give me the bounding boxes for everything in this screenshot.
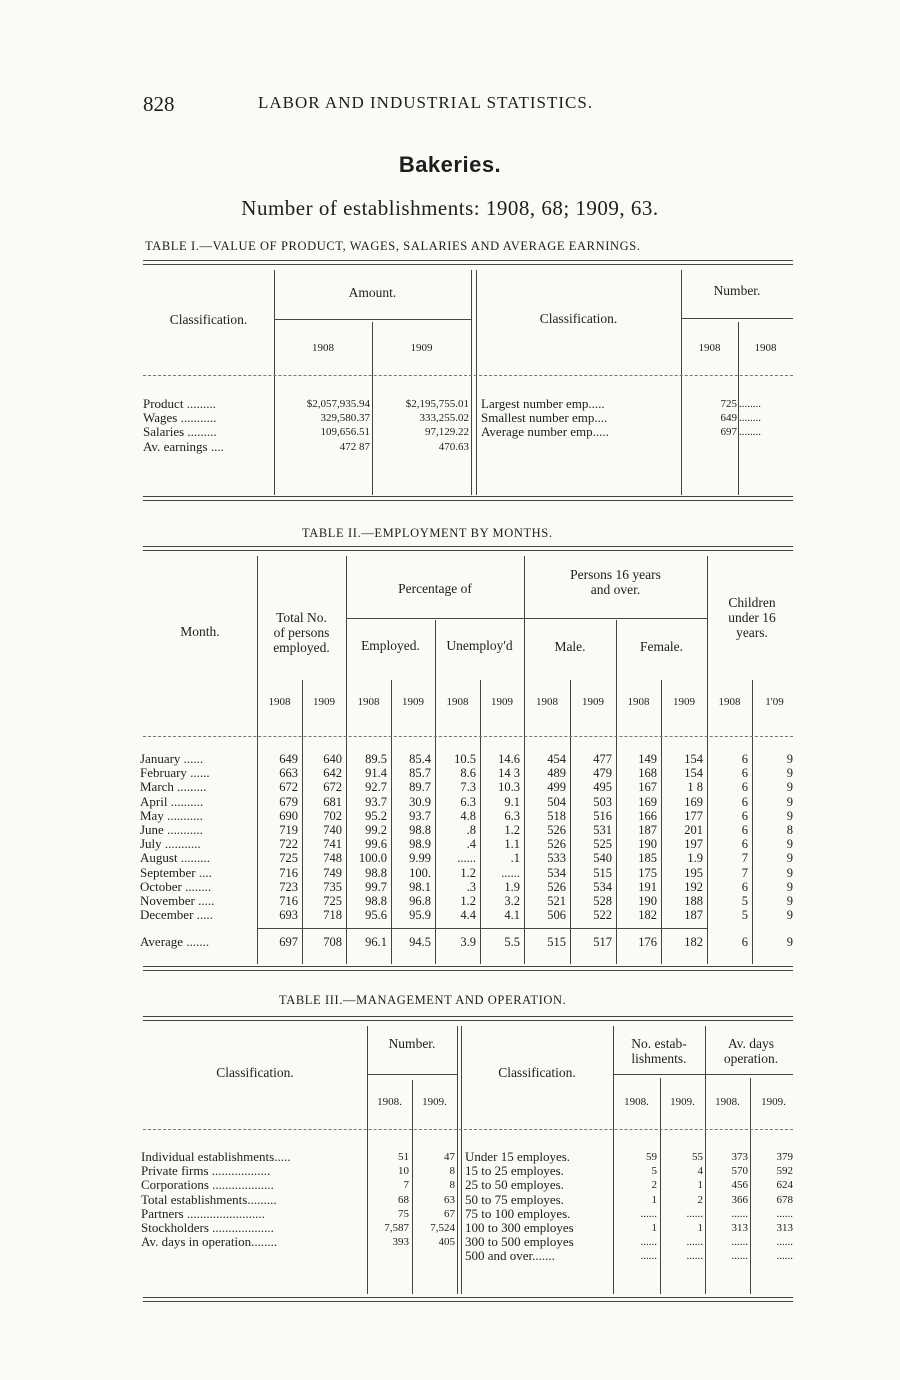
t2-cell: 718 (323, 908, 342, 923)
t1-right-label: Largest number emp..... (481, 397, 605, 411)
t2-year-header: 1908 (357, 696, 380, 708)
t2-cell: 1.2 (460, 865, 476, 880)
t2-cell: 154 (684, 766, 703, 781)
t2-cell: 190 (638, 837, 657, 852)
t2-month-label: November ..... (140, 894, 215, 908)
t2-cell: 741 (323, 837, 342, 852)
t3-right-e1908: 1 (651, 1193, 657, 1206)
t2-cell: 534 (547, 865, 566, 880)
t2-cell: 9 (786, 851, 793, 866)
t2-cell: 95.9 (409, 908, 431, 923)
t2-cell: 99.6 (365, 837, 387, 852)
t2-cell: 725 (279, 851, 298, 866)
t2-cell: 506 (547, 908, 566, 923)
t2-cell: 503 (593, 794, 612, 809)
t2-cell: 723 (279, 879, 298, 894)
page-title: Bakeries. (398, 152, 502, 177)
t2-cell: 154 (684, 752, 703, 766)
t2-cell: 5 (741, 894, 748, 908)
t3-avdays-header: Av. days operation. (723, 1036, 779, 1066)
t2-cell: 9 (786, 780, 793, 795)
t2-year-header: 1908 (268, 696, 291, 708)
t2-cell: 167 (638, 780, 657, 795)
t3-year-header: 1909. (422, 1096, 447, 1108)
t2-cell: 1.2 (504, 823, 520, 837)
t2-average-cell: 9 (786, 935, 793, 949)
t2-cell: 187 (684, 908, 703, 923)
t1-number-year-1908: 1908 (698, 342, 721, 354)
t3-left-1908: 393 (392, 1236, 409, 1249)
t2-cell: 93.7 (365, 794, 387, 809)
t2-cell: 515 (593, 865, 612, 880)
t3-right-d1908: ...... (731, 1250, 748, 1263)
t2-cell: 722 (279, 837, 298, 852)
table-3-caption: TABLE III.—MANAGEMENT AND OPERATION. (279, 993, 567, 1007)
t1-right-1909: ........ (739, 412, 761, 425)
t3-right-d1909: 592 (776, 1165, 793, 1178)
t3-right-label: 75 to 100 employes. (465, 1206, 571, 1221)
t2-cell: 6 (741, 766, 748, 781)
t3-right-d1908: 313 (731, 1222, 748, 1234)
t3-right-d1909: 678 (776, 1193, 793, 1206)
t3-right-e1908: ...... (640, 1236, 657, 1249)
t2-cell: 528 (593, 894, 612, 908)
t2-cell: 195 (684, 865, 703, 880)
t2-cell: 489 (547, 766, 566, 781)
t2-cell: 4.1 (504, 908, 520, 923)
t2-average-cell: 515 (547, 935, 566, 949)
t2-cell: 6 (741, 808, 748, 823)
t2-cell: 169 (638, 794, 657, 809)
t2-cell: 89.7 (409, 780, 431, 795)
t3-right-d1908: 373 (731, 1151, 748, 1163)
t2-cell: 98.1 (409, 879, 431, 894)
t2-year-header: 1909 (491, 696, 513, 708)
t2-cell: 201 (684, 823, 703, 837)
t1-number-year-1909: 1908 (754, 342, 777, 354)
t2-cell: 4.4 (460, 908, 476, 923)
t2-cell: 100.0 (358, 851, 387, 866)
t2-cell: 690 (279, 808, 298, 823)
t2-cell: 479 (593, 766, 612, 781)
t3-right-d1908: 570 (731, 1165, 748, 1178)
t2-average-label: Average ....... (140, 935, 210, 949)
t2-cell: 98.9 (409, 837, 431, 852)
t3-right-e1908: 59 (646, 1151, 657, 1163)
t2-month-header: Month. (180, 624, 220, 639)
t2-cell: 30.9 (409, 794, 431, 809)
page-number: 828 (143, 92, 175, 116)
t2-cell: 702 (323, 808, 342, 823)
t2-year-header: 1909 (313, 696, 335, 708)
t3-left-1909: 405 (438, 1236, 455, 1249)
t2-month-label: September .... (140, 865, 212, 880)
t3-right-d1908: 456 (731, 1179, 748, 1192)
t3-right-label: 50 to 75 employes. (465, 1192, 564, 1207)
t3-right-e1909: ...... (686, 1250, 703, 1263)
t1-left-1908: 329,580.37 (320, 412, 370, 425)
t2-cell: 1.9 (687, 851, 703, 866)
t2-year-header: 1908 (446, 696, 469, 708)
t2-average-cell: 697 (279, 935, 298, 949)
t3-right-e1909: 2 (697, 1193, 703, 1206)
t3-right-label: 25 to 50 employes. (465, 1178, 564, 1193)
t2-cell: 7.3 (460, 780, 476, 795)
t1-right-1908: 649 (720, 412, 737, 425)
t2-cell: 9 (786, 794, 793, 809)
t1-amount-header: Amount. (348, 285, 397, 300)
t2-cell: 6 (741, 794, 748, 809)
t2-cell: 540 (593, 851, 612, 866)
t2-cell: 98.8 (409, 823, 431, 837)
t2-cell: 640 (323, 752, 342, 766)
t2-cell: 98.8 (365, 865, 387, 880)
t2-cell: 89.5 (365, 752, 387, 766)
t2-cell: 693 (279, 908, 298, 923)
t2-employed-header: Employed. (361, 638, 420, 653)
t2-cell: 169 (684, 794, 703, 809)
t2-cell: 8 (786, 823, 793, 837)
t2-average-cell: 6 (741, 935, 748, 949)
t2-cell: 191 (638, 879, 657, 894)
t2-children-header: Children under 16 years. (728, 595, 776, 640)
t2-cell: 499 (547, 780, 566, 795)
t2-average-cell: 517 (593, 935, 612, 949)
t2-cell: 188 (684, 894, 703, 908)
t2-cell: 533 (547, 851, 566, 866)
t2-cell: 9.99 (409, 851, 431, 866)
t3-left-1908: 7 (403, 1179, 409, 1192)
t3-right-label: 100 to 300 employes (465, 1221, 574, 1235)
t2-cell: 166 (638, 808, 657, 823)
t2-month-label: May ........... (140, 808, 203, 823)
t3-left-1908: 10 (398, 1165, 409, 1178)
t2-cell: 1 8 (687, 780, 703, 795)
t2-month-label: April .......... (140, 794, 204, 809)
t3-left-1908: 68 (398, 1193, 409, 1206)
t2-cell: 495 (593, 780, 612, 795)
t1-left-label: Wages ........... (143, 411, 217, 426)
t2-cell: .1 (510, 851, 520, 866)
t2-cell: 9 (786, 865, 793, 880)
t3-right-e1909: 55 (692, 1151, 703, 1163)
t3-left-label: Corporations ................... (141, 1178, 274, 1193)
t2-cell: 526 (547, 837, 566, 852)
t2-cell: 7 (741, 851, 748, 866)
t3-right-d1909: 313 (776, 1222, 793, 1234)
t3-year-header: 1908. (377, 1096, 402, 1108)
t2-cell: 679 (279, 794, 298, 809)
t1-number-header: Number. (713, 283, 761, 298)
t3-left-1909: 47 (444, 1151, 455, 1163)
t3-right-d1909: ...... (776, 1250, 793, 1263)
t3-left-1909: 8 (449, 1165, 455, 1178)
t2-total-header: Total No. of persons employed. (273, 610, 330, 655)
t1-left-1909: $2,195,755.01 (405, 398, 469, 410)
t3-right-e1909: ...... (686, 1207, 703, 1220)
t2-cell: 85.7 (409, 766, 431, 781)
t2-month-label: February ...... (140, 766, 210, 781)
t2-cell: 187 (638, 823, 657, 837)
t2-cell: 8.6 (460, 766, 476, 781)
t2-cell: 95.6 (365, 908, 387, 923)
t2-average-cell: 5.5 (504, 935, 520, 949)
t2-cell: 719 (279, 823, 298, 837)
t2-cell: 5 (741, 908, 748, 923)
t2-cell: 740 (323, 823, 342, 837)
t2-year-header: 1908 (627, 696, 650, 708)
t2-cell: 649 (279, 752, 298, 766)
t2-cell: 93.7 (409, 808, 431, 823)
t2-cell: 642 (323, 766, 342, 781)
t2-cell: 521 (547, 894, 566, 908)
t2-average-cell: 708 (323, 935, 342, 949)
t1-left-1908: $2,057,935.94 (306, 398, 370, 410)
t1-left-1908: 472 87 (339, 440, 370, 453)
t3-right-label: 15 to 25 employes. (465, 1164, 564, 1179)
t2-cell: 526 (547, 823, 566, 837)
t3-left-1908: 7,587 (384, 1222, 409, 1234)
t2-average-cell: 3.9 (460, 935, 476, 949)
t2-cell: .3 (466, 879, 476, 894)
t3-left-label: Total establishments......... (141, 1192, 277, 1207)
t3-left-label: Partners ........................ (141, 1206, 265, 1221)
t3-right-e1908: ...... (640, 1250, 657, 1263)
t2-cell: 182 (638, 908, 657, 923)
t3-right-e1909: 1 (697, 1222, 703, 1234)
t2-cell: 454 (547, 752, 566, 766)
t2-cell: 175 (638, 865, 657, 880)
t2-cell: 672 (279, 780, 298, 795)
t2-cell: 9 (786, 894, 793, 908)
t3-classification2-header: Classification. (498, 1065, 576, 1080)
t3-right-d1909: ...... (776, 1236, 793, 1249)
t2-month-label: June ........... (140, 823, 203, 837)
t2-cell: 672 (323, 780, 342, 795)
t1-right-1909: ........ (739, 398, 761, 410)
t3-estab-header: No. estab- lishments. (631, 1036, 687, 1066)
t2-year-header: 1909 (582, 696, 604, 708)
t2-year-header: 1909 (402, 696, 424, 708)
t1-left-1908: 109,656.51 (320, 426, 370, 439)
t2-male-header: Male. (554, 639, 586, 654)
t3-right-d1909: 379 (776, 1151, 793, 1163)
t2-average-cell: 96.1 (365, 935, 387, 949)
t2-cell: 98.8 (365, 894, 387, 908)
t2-cell: 85.4 (409, 752, 431, 766)
t3-classification-header: Classification. (216, 1065, 294, 1080)
t2-cell: 185 (638, 851, 657, 866)
t2-cell: 735 (323, 879, 342, 894)
t2-cell: 725 (323, 894, 342, 908)
t3-right-d1909: 624 (776, 1179, 793, 1192)
t2-cell: 9 (786, 752, 793, 766)
t3-left-label: Av. days in operation........ (141, 1235, 278, 1250)
t1-year-1909: 1909 (410, 342, 433, 354)
t3-right-d1908: ...... (731, 1236, 748, 1249)
t2-cell: 177 (684, 808, 703, 823)
t2-cell: 3.2 (504, 894, 520, 908)
t3-year-header: 1908. (715, 1096, 740, 1108)
t2-cell: 99.7 (365, 879, 387, 894)
t1-right-1909: ........ (739, 426, 761, 439)
t2-cell: 149 (638, 752, 657, 766)
t2-female-header: Female. (639, 639, 684, 654)
t2-month-label: January ...... (140, 752, 204, 766)
t3-left-1909: 7,524 (430, 1222, 455, 1234)
t3-right-label: Under 15 employes. (465, 1150, 571, 1164)
t2-cell: .8 (466, 823, 476, 837)
t2-cell: 192 (684, 879, 703, 894)
table-1-caption: TABLE I.—VALUE OF PRODUCT, WAGES, SALARIES AND AVERAGE EARNINGS. (145, 239, 641, 253)
t2-cell: 190 (638, 894, 657, 908)
t2-cell: 525 (593, 837, 612, 852)
t1-left-1909: 97,129.22 (425, 426, 469, 439)
t2-year-header: 1908 (718, 696, 741, 708)
t2-month-label: August ......... (140, 851, 211, 866)
t2-year-header: 1909 (673, 696, 695, 708)
t2-cell: .4 (466, 837, 476, 852)
t2-year-header: 1908 (536, 696, 558, 708)
t1-right-1908: 725 (720, 398, 737, 410)
t3-right-e1908: 1 (651, 1222, 657, 1234)
t2-cell: 9.1 (504, 794, 520, 809)
t3-left-1908: 51 (398, 1151, 409, 1163)
running-head: LABOR AND INDUSTRIAL STATISTICS. (258, 93, 594, 112)
t3-year-header: 1909. (670, 1096, 695, 1108)
t3-right-e1909: ...... (686, 1236, 703, 1249)
t2-cell: 96.8 (409, 894, 431, 908)
t2-cell: 9 (786, 766, 793, 781)
t2-cell: 716 (279, 865, 298, 880)
t1-year-1908: 1908 (312, 342, 334, 354)
t2-cell: 1.9 (504, 879, 520, 894)
t2-cell: 749 (323, 865, 342, 880)
page-subtitle: Number of establishments: 1908, 68; 1909, 63. (241, 196, 659, 220)
t2-cell: 504 (547, 794, 566, 809)
t1-right-label: Average number emp..... (481, 425, 609, 440)
t2-cell: 9 (786, 808, 793, 823)
t2-percentage-header: Percentage of (398, 581, 472, 596)
t2-cell: 91.4 (365, 766, 387, 781)
t2-month-label: October ........ (140, 879, 212, 894)
t2-cell: 100. (409, 865, 431, 880)
t2-month-label: March ......... (140, 780, 207, 795)
t3-right-e1909: 4 (697, 1165, 703, 1178)
t1-left-label: Salaries ......... (143, 425, 217, 440)
t3-left-label: Stockholders ................... (141, 1221, 274, 1235)
t2-cell: 99.2 (365, 823, 387, 837)
t2-cell: 681 (323, 794, 342, 809)
t3-year-header: 1909. (761, 1096, 786, 1108)
t2-cell: 10.3 (498, 780, 520, 795)
t2-cell: 6 (741, 780, 748, 795)
t1-left-label: Product ......... (143, 397, 216, 411)
t2-cell: 518 (547, 808, 566, 823)
t2-cell: 6 (741, 823, 748, 837)
t2-cell: 6.3 (504, 808, 520, 823)
t2-cell: 534 (593, 879, 612, 894)
t2-cell: ...... (501, 865, 520, 880)
t2-persons16-header: Persons 16 years and over. (570, 567, 661, 597)
t2-average-cell: 182 (684, 935, 703, 949)
t2-cell: 663 (279, 766, 298, 781)
t2-cell: 6 (741, 879, 748, 894)
t2-cell: 9 (786, 879, 793, 894)
t3-left-1908: 75 (398, 1207, 409, 1220)
t3-left-1909: 67 (444, 1207, 455, 1220)
t2-cell: 92.7 (365, 780, 387, 795)
t2-cell: 716 (279, 894, 298, 908)
t3-left-label: Individual establishments..... (141, 1150, 291, 1164)
t1-left-1909: 470.63 (438, 440, 469, 453)
t2-cell: 526 (547, 879, 566, 894)
t3-right-e1908: 2 (651, 1179, 657, 1192)
t2-average-cell: 94.5 (409, 935, 431, 949)
t3-left-1909: 8 (449, 1179, 455, 1192)
t3-right-d1909: ...... (776, 1207, 793, 1220)
t2-average-cell: 176 (638, 935, 657, 949)
t2-cell: 95.2 (365, 808, 387, 823)
t3-year-header: 1908. (624, 1096, 649, 1108)
t2-cell: 14.6 (498, 752, 520, 766)
t2-cell: 522 (593, 908, 612, 923)
t1-right-label: Smallest number emp.... (481, 411, 608, 426)
t2-cell: 14 3 (498, 766, 520, 781)
t2-cell: 4.8 (460, 808, 476, 823)
t2-unemployed-header: Unemploy'd (446, 638, 513, 653)
t2-cell: 6 (741, 752, 748, 766)
t3-right-e1908: 5 (651, 1165, 657, 1178)
t1-left-1909: 333,255.02 (419, 412, 469, 425)
t1-left-label: Av. earnings .... (143, 439, 224, 454)
t2-cell: 1.2 (460, 894, 476, 908)
t3-right-e1909: 1 (697, 1179, 703, 1192)
t2-cell: 9 (786, 908, 793, 923)
t3-number-header: Number. (388, 1036, 436, 1051)
t2-cell: 10.5 (454, 752, 476, 766)
t2-cell: 6.3 (460, 794, 476, 809)
t2-cell: ...... (457, 851, 476, 866)
t3-right-label: 500 and over....... (465, 1249, 555, 1264)
t2-cell: 477 (593, 752, 612, 766)
t1-right-1908: 697 (720, 426, 737, 439)
t2-month-label: December ..... (140, 908, 213, 923)
t3-right-e1908: ...... (640, 1207, 657, 1220)
t2-month-label: July ........... (140, 837, 201, 852)
t1-classification-header: Classification. (169, 312, 248, 327)
t2-cell: 7 (741, 865, 748, 880)
t3-right-d1908: 366 (731, 1193, 748, 1206)
t2-cell: 531 (593, 823, 612, 837)
t2-cell: 748 (323, 851, 342, 866)
t3-right-label: 300 to 500 employes (465, 1235, 574, 1250)
t3-right-d1908: ...... (731, 1207, 748, 1220)
t3-left-label: Private firms .................. (141, 1164, 271, 1179)
t2-year-header: 1'09 (765, 696, 784, 708)
t2-cell: 516 (593, 808, 612, 823)
t1-classification2-header: Classification. (539, 311, 618, 326)
t2-cell: 9 (786, 837, 793, 852)
t2-cell: 1.1 (504, 837, 520, 852)
t3-left-1909: 63 (444, 1193, 455, 1206)
t2-cell: 197 (684, 837, 703, 852)
table-2-caption: TABLE II.—EMPLOYMENT BY MONTHS. (302, 526, 553, 540)
t2-cell: 6 (741, 837, 748, 852)
t2-cell: 168 (638, 766, 657, 781)
